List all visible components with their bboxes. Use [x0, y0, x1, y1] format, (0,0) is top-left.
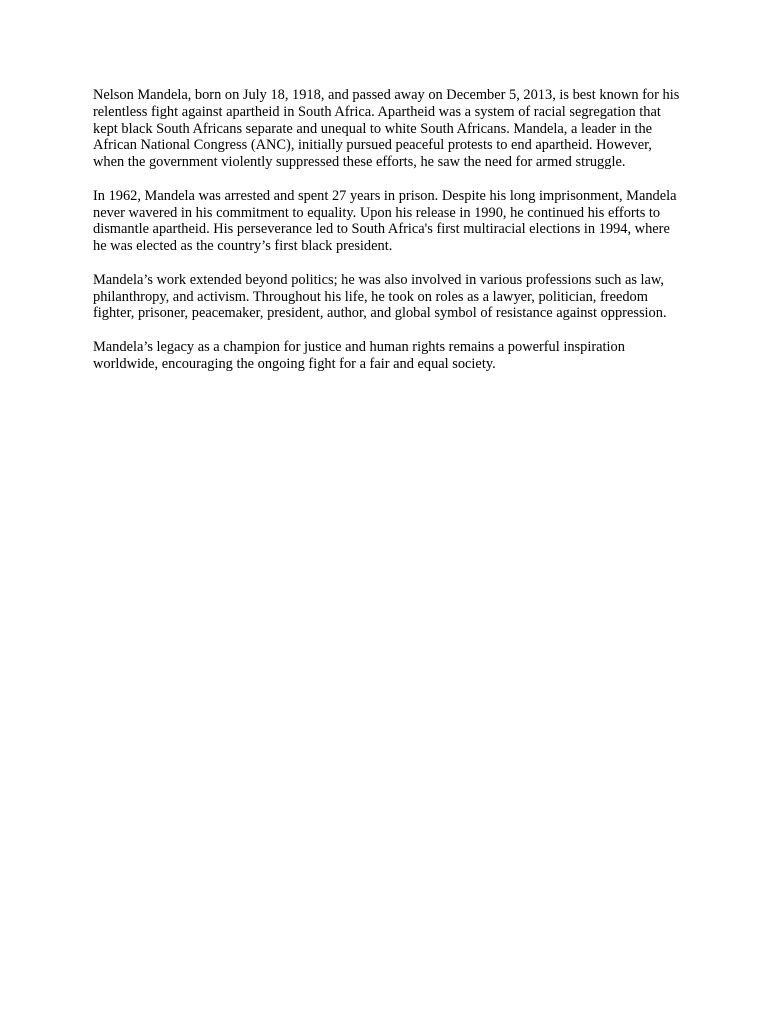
paragraph-1: Nelson Mandela, born on July 18, 1918, and passed away on December 5, 2013, is best known for his relentless fight against apartheid in South Africa. Apartheid was a system of racial segregation that kept black South Africans separate and unequal to white South Africans. Mandela, a leader in the African National Congress (ANC), initially pursued peaceful protests to end apartheid. However, when the government violently suppressed these efforts, he saw the need for armed struggle.: [93, 87, 680, 171]
paragraph-2: In 1962, Mandela was arrested and spent 27 years in prison. Despite his long imprisonment, Mandela never wavered in his commitment to equality. Upon his release in 1990, he continued his efforts to dismantle apartheid. His perseverance led to South Africa's first multiracial elections in 1994, where he was elected as the country’s first black president.: [93, 187, 677, 255]
document-body: [93, 87, 683, 389]
paragraph-3: Mandela’s work extended beyond politics; he was also involved in various professions such as law, philanthropy, and activism. Throughout his life, he took on roles as a lawyer, politician, freedom fighter, prisoner, peacemaker, president, author, and global symbol of resistance against oppression.: [93, 271, 667, 322]
paragraph-4: Mandela’s legacy as a champion for justice and human rights remains a powerful inspiration worldwide, encouraging the ongoing fight for a fair and equal society.: [93, 338, 625, 372]
